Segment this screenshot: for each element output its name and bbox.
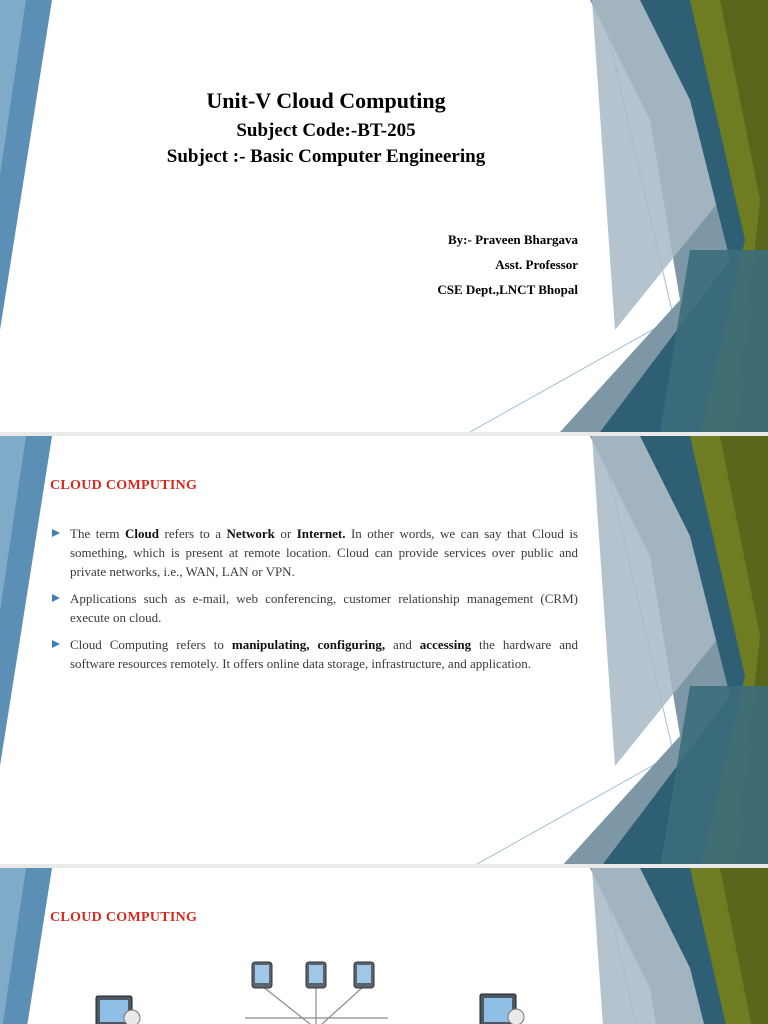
author-department: CSE Dept.,LNCT Bhopal [437,282,578,297]
bullet-arrow-icon [52,529,60,537]
bullet-keyword: accessing [419,637,472,652]
title-slide [0,0,768,432]
cloud-network-diagram [0,868,768,1024]
deck-title: Unit-V Cloud Computing [206,88,446,113]
bullet-keyword: Network [226,526,275,541]
author-designation: Asst. Professor [495,257,578,272]
bullet-keyword: Internet. [296,526,346,541]
bullet-keyword: configuring, [317,637,386,652]
definition-slide [0,436,768,864]
bullet-text: Cloud Computing refers to [70,637,232,652]
bullet-text: or [274,526,297,541]
bullet-text: refers to a [159,526,227,541]
bullet-arrow-icon [52,640,60,648]
connector-lines [245,986,388,1024]
bullet-text: and [385,637,420,652]
mobile-device-icon [306,962,326,988]
bullet-text: In other words, we can say that Cloud is something, which is present at remote location. Cloud can provide services over public and private networks, i.e., WAN, LAN or VPN. [70,526,578,579]
author-name: By:- Praveen Bhargava [448,232,578,247]
bullet-text: the hardware and software resources remotely. It offers online data storage, infrastructure, and application. [70,637,578,671]
bullet-list [50,524,578,681]
section-heading: CLOUD COMPUTING [50,910,198,925]
computer-icon [96,996,140,1024]
computer-icon [480,994,524,1024]
bullet-text: Applications such as e-mail, web conferencing, customer relationship management (CRM) execute on cloud. [70,591,578,625]
bullet-item-1 [50,524,578,581]
subject-code: Subject Code:-BT-205 [236,120,416,141]
mobile-device-icon [252,962,272,988]
section-heading: CLOUD COMPUTING [50,478,198,493]
bullet-text: The term [70,526,126,541]
bullet-item-2 [50,589,578,627]
slide-decoration [0,0,768,432]
bullet-item-3 [50,635,578,673]
subject-name: Subject :- Basic Computer Engineering [166,146,486,167]
mobile-device-icon [354,962,374,988]
bullet-arrow-icon [52,594,60,602]
bullet-keyword: Cloud [125,526,160,541]
diagram-slide [0,868,768,1024]
bullet-text [310,637,318,652]
bullet-keyword: manipulating, [231,637,310,652]
